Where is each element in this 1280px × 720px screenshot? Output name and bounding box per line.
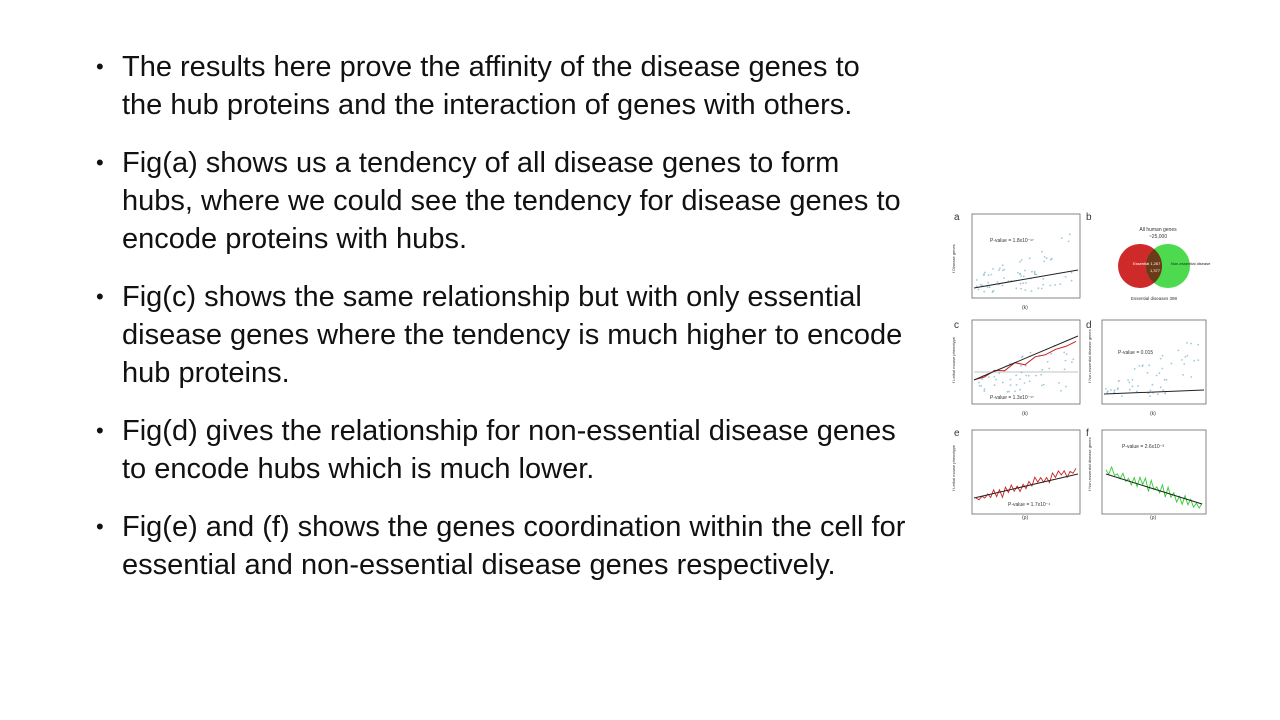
scatter-point (1171, 363, 1173, 365)
figure-svg (950, 208, 1212, 520)
scatter-point (1020, 365, 1022, 367)
scatter-point (983, 273, 985, 275)
scatter-point (987, 286, 989, 288)
scatter-point (1197, 359, 1199, 361)
figure-panels (950, 208, 1212, 520)
scatter-point (1181, 359, 1183, 361)
scatter-point (1183, 363, 1185, 365)
scatter-point (1137, 385, 1139, 387)
scatter-point (1019, 389, 1021, 391)
scatter-point (1147, 372, 1149, 374)
scatter-point (1034, 271, 1036, 273)
scatter-point (1186, 342, 1188, 344)
plot-frame (1102, 320, 1206, 404)
scatter-point (1023, 276, 1025, 278)
scatter-point (1138, 365, 1140, 367)
scatter-point (1049, 285, 1051, 287)
bullet-item: • The results here prove the affinity of the disease genes to the hub proteins and the interaction of genes with others. (96, 48, 906, 124)
bullet-list (96, 48, 906, 604)
scatter-point (1008, 391, 1010, 393)
scatter-point (1017, 272, 1019, 274)
scatter-point (1010, 379, 1012, 381)
pvalue-label: P-value = 1.7x10⁻⁴ (1008, 502, 1051, 508)
scatter-point (1071, 272, 1073, 274)
scatter-point (1190, 343, 1192, 345)
scatter-point (1068, 241, 1070, 243)
scatter-point (984, 272, 986, 274)
scatter-point (995, 379, 997, 381)
scatter-point (1060, 390, 1062, 392)
scatter-point (1010, 384, 1012, 386)
scatter-point (1114, 389, 1116, 391)
scatter-point (1040, 374, 1042, 376)
scatter-point (1134, 368, 1136, 370)
pvalue-label: P-value = 1.8x10⁻¹⁷ (990, 238, 1034, 244)
scatter-point (999, 268, 1001, 270)
series-line (1106, 467, 1202, 508)
scatter-point (1048, 368, 1050, 370)
scatter-point (1066, 353, 1068, 355)
scatter-point (1159, 372, 1161, 374)
scatter-point (1141, 365, 1143, 367)
scatter-point (998, 269, 1000, 271)
scatter-point (978, 382, 980, 384)
scatter-point (1065, 386, 1067, 388)
scatter-point (1002, 270, 1004, 272)
axis-label: (ρ) (1150, 515, 1157, 520)
scatter-point (1132, 379, 1134, 381)
axis-label: (k) (1150, 411, 1156, 417)
scatter-point (1065, 360, 1067, 362)
panel-label-c: c (954, 320, 959, 331)
scatter-point (1035, 375, 1037, 377)
scatter-point (1160, 386, 1162, 388)
scatter-point (1041, 369, 1043, 371)
scatter-point (1054, 284, 1056, 286)
scatter-point (1043, 384, 1045, 386)
axis-label: (ρ) (1022, 515, 1029, 520)
scatter-point (1187, 355, 1189, 357)
scatter-point (1071, 280, 1073, 282)
scatter-point (1127, 379, 1129, 381)
scatter-point (1197, 344, 1199, 346)
scatter-point (1148, 364, 1150, 366)
venn-left: Essential 1,267 (1133, 261, 1161, 266)
scatter-point (1003, 277, 1005, 279)
trend-line (974, 474, 1078, 498)
scatter-point (1166, 379, 1168, 381)
scatter-point (1007, 391, 1009, 393)
scatter-point (1157, 393, 1159, 395)
scatter-point (1065, 276, 1067, 278)
bullet-item: • Fig(a) shows us a tendency of all disease genes to form hubs, where we could see the tendency for disease genes to encode proteins with hubs. (96, 144, 906, 258)
scatter-point (1025, 282, 1027, 284)
scatter-point (1020, 275, 1022, 277)
scatter-point (998, 372, 1000, 374)
panel-label-e: e (954, 428, 960, 439)
scatter-point (1021, 259, 1023, 261)
scatter-point (980, 385, 982, 387)
panel-label-a: a (954, 212, 960, 223)
scatter-point (994, 384, 996, 386)
trend-line (1106, 474, 1202, 504)
scatter-point (1042, 284, 1044, 286)
scatter-point (1029, 257, 1031, 259)
scatter-point (1118, 380, 1120, 382)
panel-label-b: b (1086, 212, 1092, 223)
scatter-point (1150, 390, 1152, 392)
scatter-point (1050, 353, 1052, 355)
scatter-point (1043, 261, 1045, 263)
venn-right: Non-essential disease (1171, 261, 1211, 266)
scatter-point (1046, 257, 1048, 259)
scatter-point (1031, 290, 1033, 292)
scatter-point (1041, 251, 1043, 253)
scatter-point (1022, 282, 1024, 284)
scatter-point (1063, 352, 1065, 354)
scatter-point (983, 390, 985, 392)
scatter-point (1002, 264, 1004, 266)
scatter-point (1161, 368, 1163, 370)
scatter-point (992, 268, 994, 270)
scatter-point (1128, 382, 1130, 384)
scatter-point (1069, 233, 1071, 235)
panel-d (1086, 320, 1206, 417)
scatter-point (1024, 382, 1026, 384)
scatter-point (976, 279, 978, 281)
scatter-point (1129, 389, 1131, 391)
venn-bottom: Essential diseases 398 (1130, 296, 1178, 301)
scatter-point (1193, 360, 1195, 362)
panel-f (1086, 428, 1206, 520)
scatter-point (983, 291, 985, 293)
axis-label: f Lethal mouse phenotype (951, 444, 956, 491)
scatter-point (1121, 395, 1123, 397)
scatter-point (1064, 368, 1066, 370)
scatter-point (1050, 259, 1052, 261)
scatter-point (1029, 380, 1031, 382)
plot-frame (972, 320, 1080, 404)
scatter-point (1019, 261, 1021, 263)
scatter-point (987, 282, 989, 284)
scatter-points (978, 345, 1074, 393)
scatter-point (992, 291, 994, 293)
scatter-point (1110, 389, 1112, 391)
scatter-point (994, 376, 996, 378)
scatter-point (988, 274, 990, 276)
scatter-point (1015, 287, 1017, 289)
scatter-point (1058, 382, 1060, 384)
scatter-point (1117, 389, 1119, 391)
scatter-point (981, 378, 983, 380)
scatter-point (1025, 289, 1027, 291)
axis-label: (k) (1022, 411, 1028, 417)
scatter-point (1038, 287, 1040, 289)
scatter-point (1136, 391, 1138, 393)
panel-label-f: f (1086, 428, 1089, 439)
scatter-point (1182, 374, 1184, 376)
scatter-point (1190, 376, 1192, 378)
axis-label: f Lethal mouse phenotype (951, 336, 956, 383)
scatter-point (1028, 375, 1030, 377)
scatter-point (1059, 283, 1061, 285)
scatter-point (1016, 384, 1018, 386)
scatter-point (1019, 378, 1021, 380)
scatter-point (979, 385, 981, 387)
scatter-point (1071, 361, 1073, 363)
scatter-point (1031, 271, 1033, 273)
scatter-point (1030, 352, 1032, 354)
panel-e (951, 428, 1080, 520)
scatter-point (1156, 375, 1158, 377)
scatter-point (1015, 374, 1017, 376)
scatter-point (1132, 386, 1134, 388)
scatter-point (1072, 359, 1074, 361)
scatter-point (1014, 390, 1016, 392)
scatter-point (1105, 388, 1107, 390)
panel-b (1086, 212, 1211, 301)
scatter-point (1041, 385, 1043, 387)
scatter-point (1149, 395, 1151, 397)
scatter-point (1025, 375, 1027, 377)
panel-label-d: d (1086, 320, 1092, 331)
scatter-point (1047, 361, 1049, 363)
scatter-point (988, 376, 990, 378)
bullet-item: • Fig(e) and (f) shows the genes coordination within the cell for essential and non-essential disease genes respectively. (96, 508, 906, 584)
scatter-point (1022, 355, 1024, 357)
scatter-point (1162, 355, 1164, 357)
trend-line (1104, 390, 1204, 394)
scatter-point (1019, 273, 1021, 275)
scatter-point (1042, 278, 1044, 280)
scatter-point (989, 286, 991, 288)
scatter-point (1044, 256, 1046, 258)
venn-subtitle: ~25,000 (1148, 234, 1168, 240)
scatter-point (1035, 274, 1037, 276)
axis-label: f Disease genes (951, 244, 956, 273)
scatter-point (980, 284, 982, 286)
panel-a (951, 212, 1080, 311)
plot-frame (1102, 430, 1206, 514)
axis-label: (k) (1022, 305, 1028, 311)
scatter-point (991, 274, 993, 276)
scatter-point (1002, 285, 1004, 287)
scatter-point (1061, 237, 1063, 239)
venn-title: All human genes (1139, 227, 1177, 233)
scatter-point (1164, 379, 1166, 381)
pvalue-label: P-value = 1.3x10⁻¹⁷ (990, 395, 1034, 401)
venn-mid: 1,377 (1150, 268, 1161, 273)
axis-label: f Non-essential disease genes (1087, 329, 1092, 383)
series-line (976, 468, 1076, 500)
scatter-point (1152, 384, 1154, 386)
scatter-point (1024, 270, 1026, 272)
scatter-point (1020, 283, 1022, 285)
scatter-point (978, 289, 980, 291)
scatter-point (1164, 393, 1166, 395)
bullet-item: • Fig(c) shows the same relationship but with only essential disease genes where the tendency is much higher to encode hub proteins. (96, 278, 906, 392)
trend-line (974, 270, 1078, 288)
scatter-point (984, 388, 986, 390)
scatter-point (1020, 288, 1022, 290)
scatter-point (1106, 391, 1108, 393)
trend-line (974, 336, 1078, 380)
scatter-point (1002, 382, 1004, 384)
scatter-point (997, 281, 999, 283)
scatter-point (1160, 358, 1162, 360)
panel-c (951, 320, 1080, 417)
scatter-point (1184, 356, 1186, 358)
bullet-item: • Fig(d) gives the relationship for non-essential disease genes to encode hubs which is much lower. (96, 412, 906, 488)
scatter-point (1178, 350, 1180, 352)
pvalue-label: P-value = 0.015 (1118, 350, 1154, 356)
scatter-point (1041, 288, 1043, 290)
pvalue-label: P-value = 2.6x10⁻³ (1122, 444, 1164, 450)
scatter-point (1162, 389, 1164, 391)
axis-label: f Non-essential disease genes (1087, 437, 1092, 491)
